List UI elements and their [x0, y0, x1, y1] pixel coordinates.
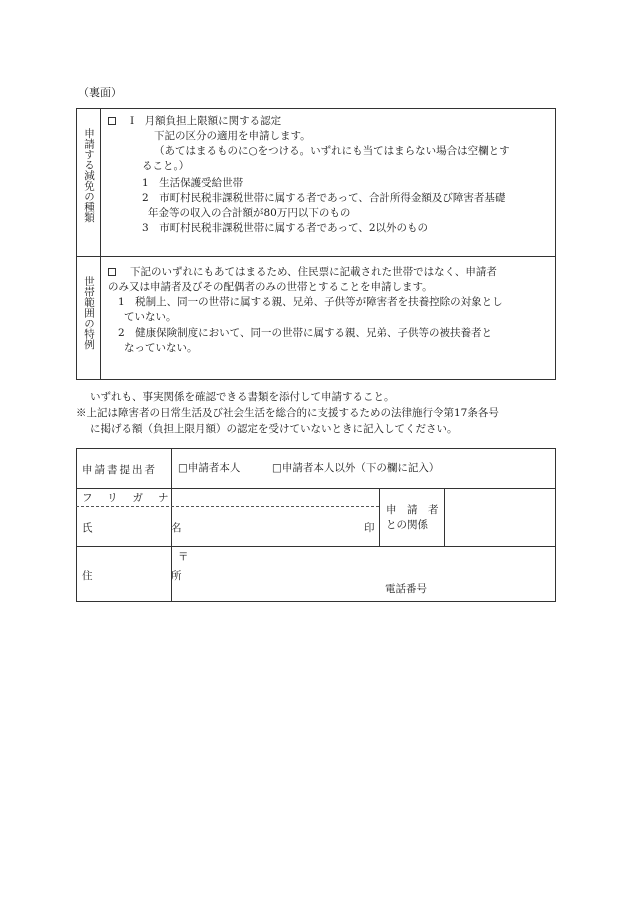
section1-line: 1 生活保護受給世帯: [142, 177, 244, 189]
address-label: 住 所: [82, 570, 216, 582]
section2-line: のみ又は申請者及びその配偶者のみの世帯とすることを申請します。: [108, 281, 433, 293]
section2-line: 2 健康保険制度において、同一の世帯に属する親、兄弟、子供等の被扶養者と: [118, 327, 492, 339]
section2-checkbox[interactable]: [108, 265, 116, 279]
furigana-divider: [76, 506, 379, 507]
relation-label: との関係: [386, 519, 428, 531]
note-line: いずれも、事実関係を確認できる書類を添付して申請すること。: [90, 391, 395, 403]
form-divider: [444, 488, 445, 546]
option-other[interactable]: □申請者本人以外（下の欄に記入）: [272, 462, 440, 474]
submitter-label: 申請書提出者: [82, 464, 157, 476]
section2-line: 下記のいずれにもあてはまるため、住民票に記載された世帯ではなく、申請者: [130, 266, 497, 278]
relation-field[interactable]: [448, 492, 552, 542]
section2-line: 1 税制上、同一の世帯に属する親、兄弟、子供等が障害者を扶養控除の対象とし: [118, 296, 503, 308]
name-label: 氏 名: [82, 522, 216, 534]
section1-line: 年金等の収入の合計額が80万円以下のもの: [148, 207, 351, 219]
note-line: ※上記は障害者の日常生活及び社会生活を総合的に支援するための法律施行令第17条各号: [76, 407, 499, 419]
section1-line: 下記の区分の適用を申請します。: [154, 130, 311, 142]
page-side-label: （裏面）: [78, 86, 122, 99]
section1-line: 3 市町村民税非課税世帯に属する者であって、2以外のもの: [142, 222, 429, 234]
section1-line: 2 市町村民税非課税世帯に属する者であって、合計所得金額及び障害者基礎: [142, 192, 506, 204]
form-divider: [76, 488, 556, 489]
furigana-field[interactable]: [176, 490, 374, 504]
option-self[interactable]: □申請者本人: [178, 462, 241, 474]
section1-side-label: 申請する減免の種類: [83, 128, 95, 223]
section2-side-label: 世帯範囲の特例: [83, 276, 95, 350]
form-divider: [379, 488, 380, 546]
note-line: に掲げる額（負担上限月額）の認定を受けていないときに記入してください。: [90, 423, 458, 435]
relation-label: 申 請 者: [386, 504, 439, 516]
table-divider: [100, 108, 101, 380]
section1-checkbox[interactable]: [108, 114, 116, 128]
section2-line: ていない。: [124, 311, 177, 323]
phone-label: 電話番号: [385, 583, 427, 595]
section2-line: なっていない。: [124, 342, 198, 354]
furigana-label: フリガナ: [82, 492, 184, 504]
section1-title: Ⅰ 月額負担上限額に関する認定: [130, 115, 282, 127]
section1-line: ること。）: [142, 160, 190, 172]
section1-line: （あてはまるものに○をつける。いずれにも当てはまらない場合は空欄とす: [154, 145, 510, 157]
seal-mark: 印: [364, 522, 375, 534]
address-field[interactable]: [190, 550, 550, 580]
form-divider: [76, 546, 556, 547]
table-divider: [76, 256, 556, 257]
postal-mark: 〒: [178, 551, 189, 563]
name-field[interactable]: [176, 512, 356, 542]
